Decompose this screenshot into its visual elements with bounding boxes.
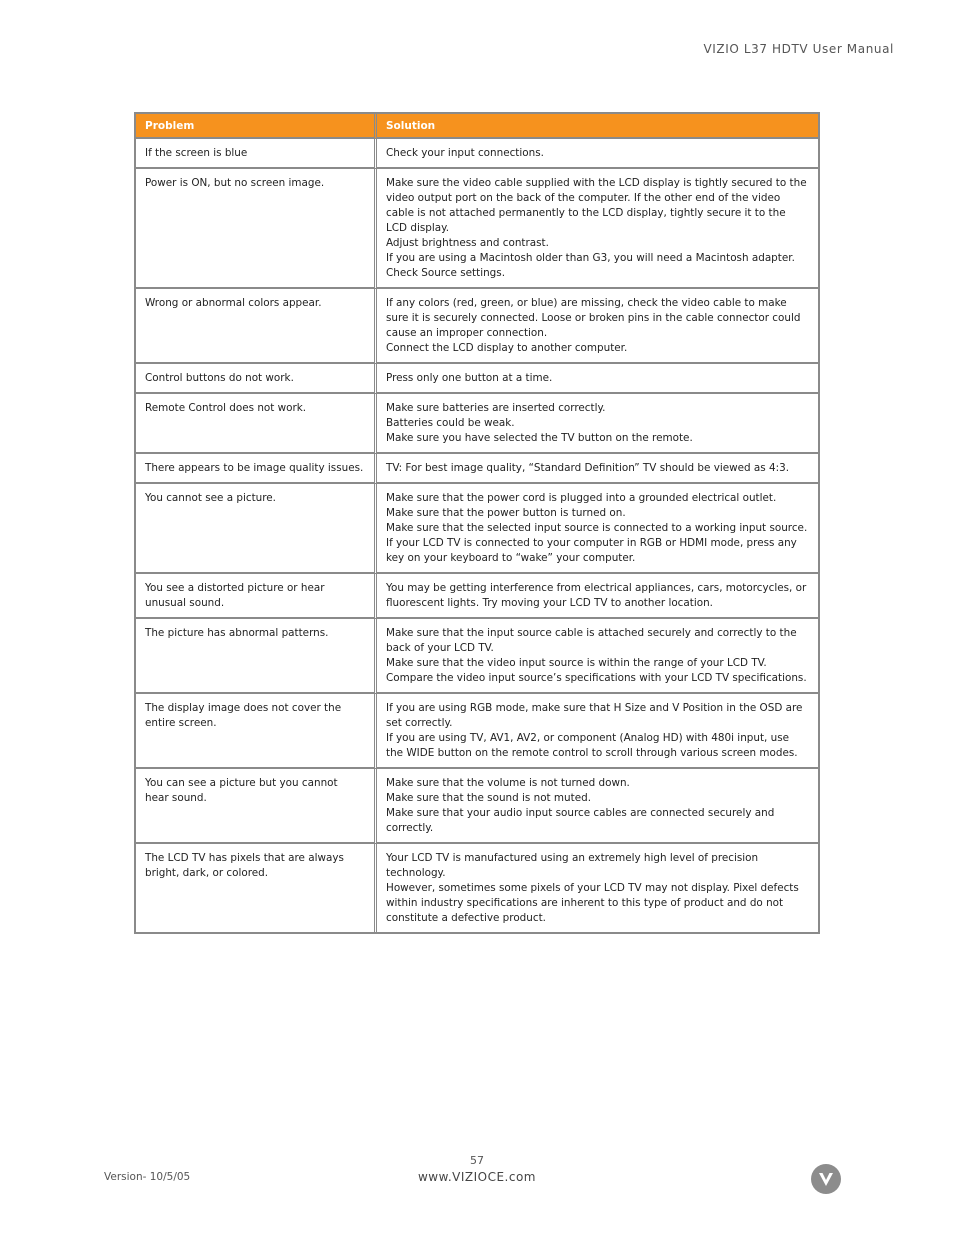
table-row [136,454,818,484]
solution-line: Press only one button at a time. [386,372,553,384]
table-row [136,574,818,619]
problem-cell: You cannot see a picture. [136,484,377,574]
problem-cell: You see a distorted picture or hear unusual sound. [136,574,377,619]
solution-line: Make sure that your audio input source cables are connected securely and correctly. [386,807,775,834]
solution-line: However, sometimes some pixels of your LCD TV may not display. Pixel defects within industry specifications are inherent to this type of product and do not constitute a defective product. [386,882,799,924]
problem-cell: Wrong or abnormal colors appear. [136,289,377,364]
solution-cell [377,169,818,289]
problem-cell: There appears to be image quality issues. [136,454,377,484]
solution-line: Compare the video input source’s specifications with your LCD TV specifications. [386,672,807,684]
solution-line: If your LCD TV is connected to your computer in RGB or HDMI mode, press any key on your keyboard to “wake” your computer. [386,537,797,564]
page-number: 57 [470,1154,484,1167]
column-header-solution: Solution [377,114,818,139]
solution-line: Make sure the video cable supplied with the LCD display is tightly secured to the video output port on the back of the computer. If the other end of the video cable is not attached permanently to the LCD display, tightly secure it to the LCD display. [386,177,807,234]
table-row [136,394,818,454]
solution-line: If any colors (red, green, or blue) are missing, check the video cable to make sure it is securely connected. Loose or broken pins in the cable connector could cause an improper connection. [386,297,801,339]
solution-line: TV: For best image quality, “Standard Definition” TV should be viewed as 4:3. [386,462,790,474]
solution-line: Make sure that the input source cable is attached securely and correctly to the back of your LCD TV. [386,627,797,654]
table-row [136,289,818,364]
problem-cell: Remote Control does not work. [136,394,377,454]
table-row [136,484,818,574]
table-row [136,769,818,844]
solution-line: Make sure that the video input source is within the range of your LCD TV. [386,657,767,669]
table-body [136,139,818,932]
version-label: Version- 10/5/05 [104,1171,191,1183]
solution-line: If you are using a Macintosh older than G3, you will need a Macintosh adapter. [386,252,795,264]
solution-cell [377,484,818,574]
table-row [136,139,818,169]
problem-cell: Control buttons do not work. [136,364,377,394]
table-row [136,364,818,394]
solution-cell [377,619,818,694]
solution-line: Connect the LCD display to another computer. [386,342,628,354]
solution-cell [377,694,818,769]
table-row [136,844,818,932]
problem-cell: Power is ON, but no screen image. [136,169,377,289]
problem-cell: You can see a picture but you cannot hear sound. [136,769,377,844]
solution-line: If you are using TV, AV1, AV2, or component (Analog HD) with 480i input, use the WIDE button on the remote control to scroll through various screen modes. [386,732,798,759]
problem-cell: The display image does not cover the entire screen. [136,694,377,769]
solution-cell [377,394,818,454]
running-header: VIZIO L37 HDTV User Manual [703,42,894,56]
solution-line: Adjust brightness and contrast. [386,237,549,249]
table-row [136,169,818,289]
solution-line: Check Source settings. [386,267,505,279]
solution-line: Batteries could be weak. [386,417,515,429]
solution-cell [377,574,818,619]
table-row [136,619,818,694]
solution-line: Make sure that the power button is turned on. [386,507,626,519]
solution-line: Make sure that the power cord is plugged into a grounded electrical outlet. [386,492,777,504]
solution-cell [377,289,818,364]
solution-cell [377,364,818,394]
problem-cell: The LCD TV has pixels that are always bright, dark, or colored. [136,844,377,932]
solution-cell [377,769,818,844]
problem-cell: The picture has abnormal patterns. [136,619,377,694]
solution-line: You may be getting interference from electrical appliances, cars, motorcycles, or fluorescent lights. Try moving your LCD TV to another location. [386,582,807,609]
solution-line: If you are using RGB mode, make sure that H Size and V Position in the OSD are set correctly. [386,702,803,729]
column-header-problem: Problem [136,114,377,139]
table-row [136,694,818,769]
solution-line: Make sure that the selected input source is connected to a working input source. [386,522,808,534]
solution-line: Your LCD TV is manufactured using an extremely high level of precision technology. [386,852,759,879]
solution-line: Make sure that the volume is not turned down. [386,777,630,789]
solution-line: Make sure that the sound is not muted. [386,792,592,804]
solution-line: Check your input connections. [386,147,544,159]
solution-cell [377,139,818,169]
vizio-logo-icon [811,1164,841,1194]
website-link[interactable]: www.VIZIOCE.com [417,1170,536,1184]
solution-line: Make sure batteries are inserted correctly. [386,402,606,414]
troubleshooting-table [134,112,820,934]
table-header-row [136,114,818,139]
problem-cell: If the screen is blue [136,139,377,169]
solution-cell [377,454,818,484]
solution-cell [377,844,818,932]
solution-line: Make sure you have selected the TV button on the remote. [386,432,693,444]
